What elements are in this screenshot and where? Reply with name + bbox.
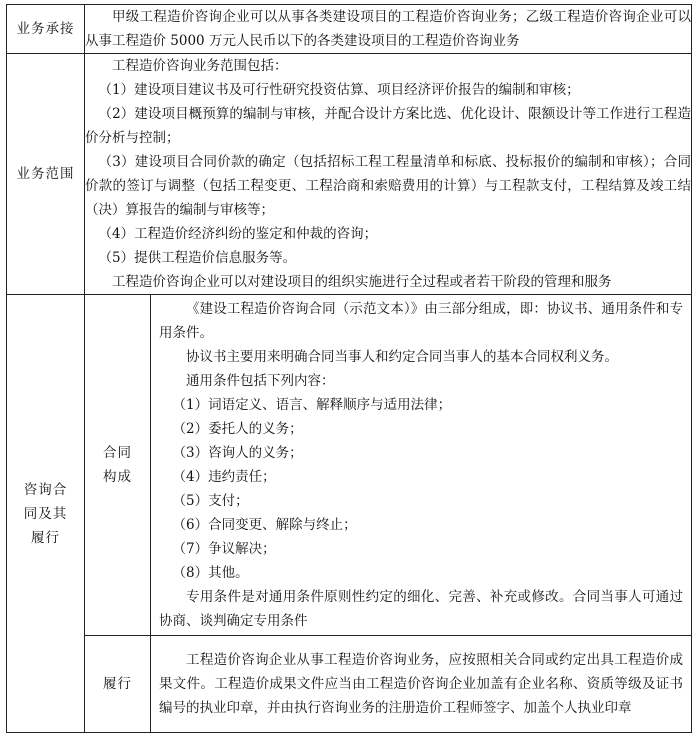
- composition-item: （4）违约责任；: [172, 469, 276, 485]
- composition-item: （5）支付；: [172, 493, 249, 509]
- composition-item: （6）合同变更、解除与终止；: [172, 517, 357, 533]
- scope-closing: 工程造价咨询企业可以对建设项目的组织实施进行全过程或者若干阶段的管理和服务: [112, 274, 612, 290]
- row-business-scope: [7, 54, 692, 295]
- content-table: [6, 4, 692, 733]
- scope-item: （2）建设项目概预算的编制与审核，并配合设计方案比选、优化设计、限额设计等工作进行工程造价分析与控制；: [85, 106, 691, 146]
- performance-text: 工程造价咨询企业从事工程造价咨询业务，应按照相关合同或约定出具工程造价成果文件。工程造价成果文件应当由工程造价咨询企业加盖有企业名称、资质等级及证书编号的执业印章，并由执行咨询业务的注册造价工程师签字、加盖个人执业印章: [159, 652, 683, 716]
- composition-item: （3）咨询人的义务；: [172, 445, 303, 461]
- label-contract-composition: 合同构成: [85, 295, 151, 636]
- label-consulting-contract: 咨询合同及其履行: [7, 295, 85, 733]
- row-business-undertaking: [7, 5, 692, 54]
- business-undertaking-text: 甲级工程造价咨询企业可以从事各类建设项目的工程造价咨询业务；乙级工程造价咨询企业可以从事工程造价 5000 万元人民币以下的各类建设项目的工程造价咨询业务: [85, 9, 691, 49]
- composition-item: （1）词语定义、语言、解释顺序与适用法律；: [172, 397, 452, 413]
- composition-item: （8）其他。: [172, 565, 249, 581]
- composition-p1: 《建设工程造价咨询合同（示范文本）》由三部分组成，即：协议书、通用条件和专用条件。: [159, 301, 683, 341]
- composition-p4: 专用条件是对通用条件原则性约定的细化、完善、补充或修改。合同当事人可通过协商、谈判确定专用条件: [159, 589, 683, 629]
- scope-item: （4）工程造价经济纠纷的鉴定和仲裁的咨询；: [98, 226, 378, 242]
- label-business-scope: 业务范围: [7, 54, 85, 295]
- composition-p2: 协议书主要用来明确合同当事人和约定合同当事人的基本合同权利义务。: [186, 349, 618, 365]
- composition-item: （7）争议解决；: [172, 541, 276, 557]
- scope-item: （3）建设项目合同价款的确定（包括招标工程工程量清单和标底、投标报价的编制和审核）；合同价款的签订与调整（包括工程变更、工程洽商和索赔费用的计算）与工程款支付，工程结算及竣工结（决）算报告的编制与审核等；: [85, 154, 691, 218]
- row-contract-composition: [7, 295, 692, 636]
- composition-p3: 通用条件包括下列内容：: [186, 373, 335, 389]
- row-performance: [7, 636, 692, 733]
- scope-item: （1）建设项目建议书及可行性研究投资估算、项目经济评价报告的编制和审核；: [98, 82, 580, 98]
- scope-item: （5）提供工程造价信息服务等。: [98, 250, 297, 266]
- composition-item: （2）委托人的义务；: [172, 421, 303, 437]
- label-performance: 履行: [85, 636, 151, 733]
- label-business-undertaking: 业务承接: [7, 5, 85, 54]
- scope-intro: 工程造价咨询业务范围包括：: [112, 58, 288, 74]
